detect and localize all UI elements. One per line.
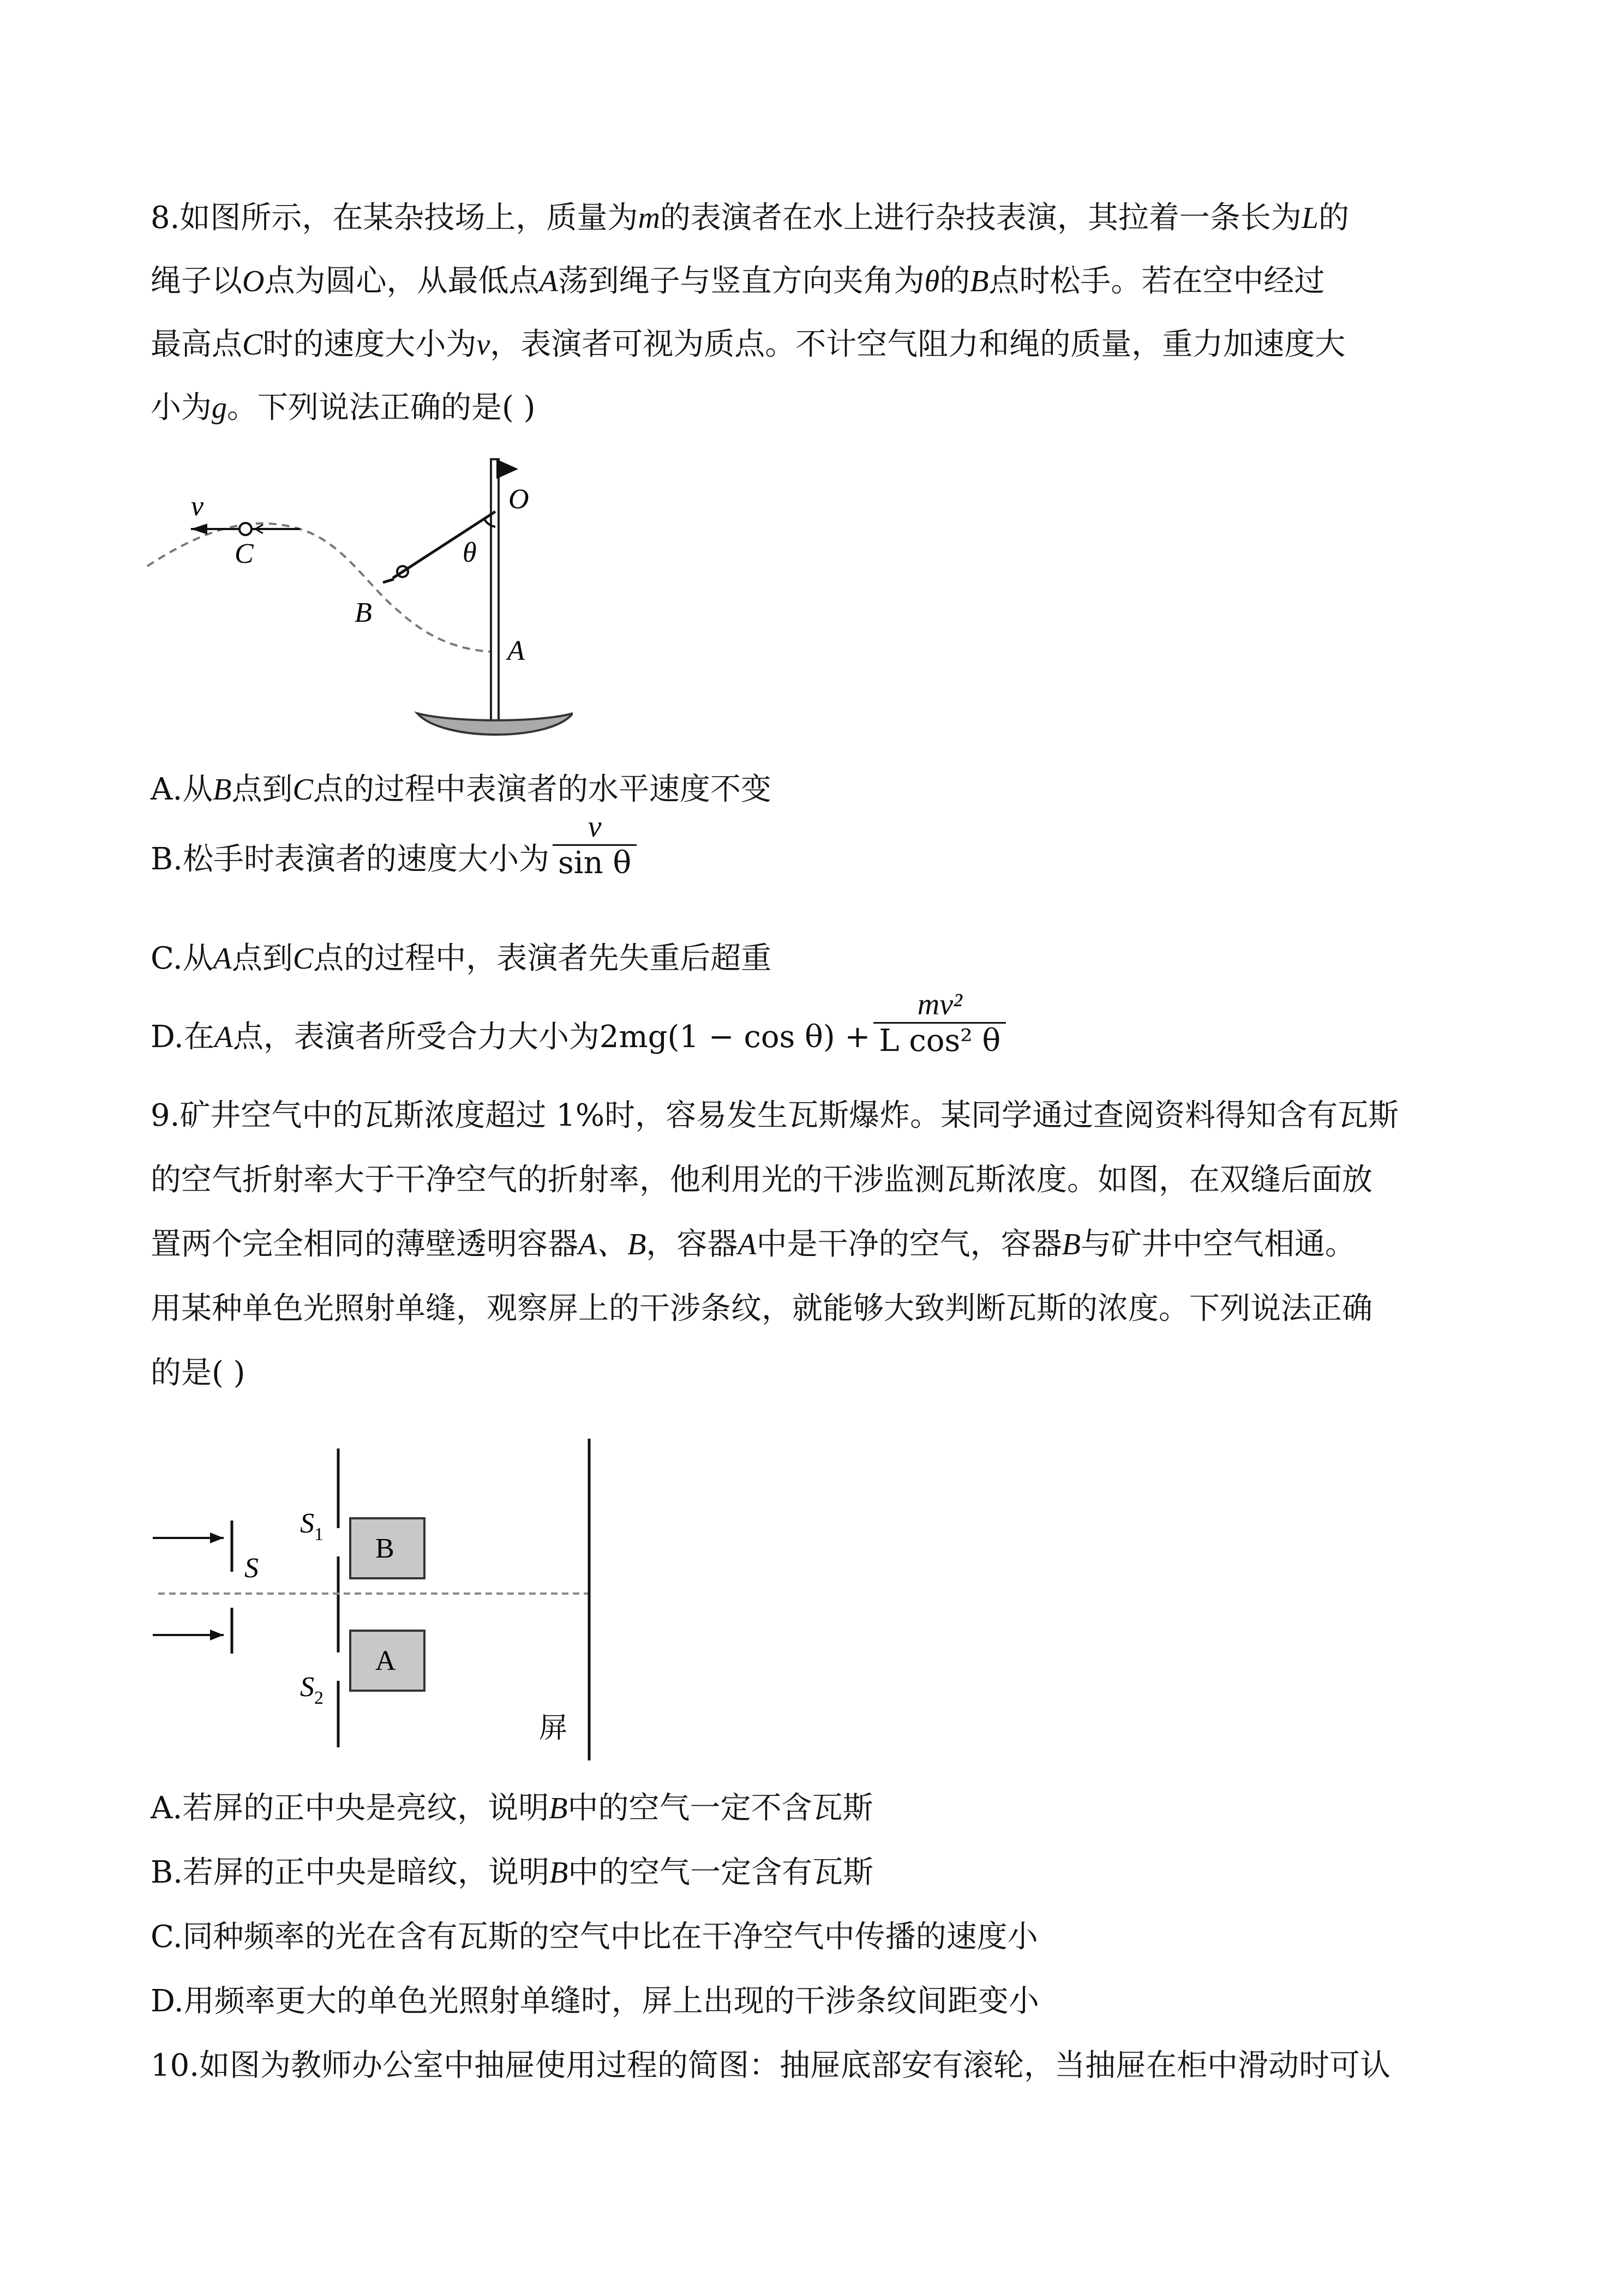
q9-stem-line-3: 置两个完全相同的薄壁透明容器A、B，容器A中是干净的空气，容器B与矿井中空气相通。 — [151, 1227, 1356, 1262]
fraction-v-over-sin: $\frac{v}{\text{sin θ}}$ — [553, 809, 637, 881]
q9-stem-line-1: 9.矿井空气中的瓦斯浓度超过 1%时，容易发生瓦斯爆炸。某同学通过查阅资料得知含有瓦斯 — [151, 1098, 1399, 1133]
label-screen: 屏 — [539, 1713, 568, 1744]
q9-option-a: A.若屏的正中央是亮纹，说明B中的空气一定不含瓦斯 — [151, 1790, 873, 1826]
label-O: O — [508, 484, 529, 515]
label-S1: S — [300, 1508, 314, 1539]
q8-stem-line-3: 最高点C时的速度大小为v，表演者可视为质点。不计空气阻力和绳的质量，重力加速度大 — [151, 327, 1346, 362]
container-A-label: A — [375, 1645, 396, 1676]
label-S: S — [244, 1553, 259, 1584]
q10-stem-line-1: 10.如图为教师办公室中抽屉使用过程的简图：抽屉底部安有滚轮，当抽屉在柜中滑动时可认 — [151, 2048, 1391, 2083]
q9-figure-double-slit — [142, 1429, 622, 1767]
q8-figure-acrobat — [136, 447, 573, 753]
performer-hand — [383, 579, 394, 582]
q9-stem-line-2: 的空气折射率大于干净空气的折射率，他利用光的干涉监测瓦斯浓度。如图，在双缝后面放 — [151, 1162, 1373, 1198]
fraction-mv2-over-Lcos2: $\frac{\text{mv²}}{\text{L cos² θ}}$ — [873, 987, 1006, 1059]
trajectory-path — [147, 524, 491, 652]
label-S1-sub: 1 — [314, 1524, 323, 1544]
label-A: A — [507, 635, 525, 666]
ray-upper-arrowhead — [210, 1532, 224, 1543]
pole — [491, 459, 499, 725]
q9-option-b: B.若屏的正中央是暗纹，说明B中的空气一定含有瓦斯 — [151, 1855, 874, 1890]
q8-option-d: D.在A点，表演者所受合力大小为2mg(1 − cos θ) + $\frac{\text{mv²}}{\text{L cos² θ}}$ — [151, 1018, 1009, 1059]
ray-lower-arrowhead — [210, 1630, 224, 1640]
q9-option-c: C.同种频率的光在含有瓦斯的空气中比在干净空气中传播的速度小 — [151, 1919, 1038, 1955]
q8-option-b: B.松手时表演者的速度大小为 $\frac{v}{\text{sin θ}}$ — [151, 840, 640, 881]
label-C: C — [235, 538, 254, 569]
velocity-arrowhead — [191, 524, 207, 534]
q8-stem-line-4: 小为g。下列说法正确的是( ) — [151, 390, 536, 425]
q8-option-a: A.从B点到C点的过程中表演者的水平速度不变 — [151, 772, 771, 807]
q9-stem-line-4: 用某种单色光照射单缝，观察屏上的干涉条纹，就能够大致判断瓦斯的浓度。下列说法正确 — [151, 1291, 1373, 1326]
performer-C — [239, 523, 251, 535]
flag-icon — [496, 459, 518, 479]
q8-option-c: C.从A点到C点的过程中，表演者先失重后超重 — [151, 941, 772, 976]
label-B: B — [355, 597, 372, 628]
q9-stem-line-5: 的是( ) — [151, 1355, 245, 1391]
container-B-label: B — [375, 1533, 394, 1564]
label-S2-sub: 2 — [314, 1688, 323, 1708]
q8-stem-line-1: 8.如图所示，在某杂技场上，质量为m的表演者在水上进行杂技表演，其拉着一条长为L的 — [151, 200, 1350, 236]
label-theta: θ — [463, 537, 477, 568]
label-S2: S — [300, 1672, 314, 1703]
label-v: v — [191, 491, 204, 522]
q8-stem-line-2: 绳子以O点为圆心，从最低点A荡到绳子与竖直方向夹角为θ的B点时松手。若在空中经过 — [151, 263, 1325, 299]
q9-option-d: D.用频率更大的单色光照射单缝时，屏上出现的干涉条纹间距变小 — [151, 1984, 1039, 2019]
